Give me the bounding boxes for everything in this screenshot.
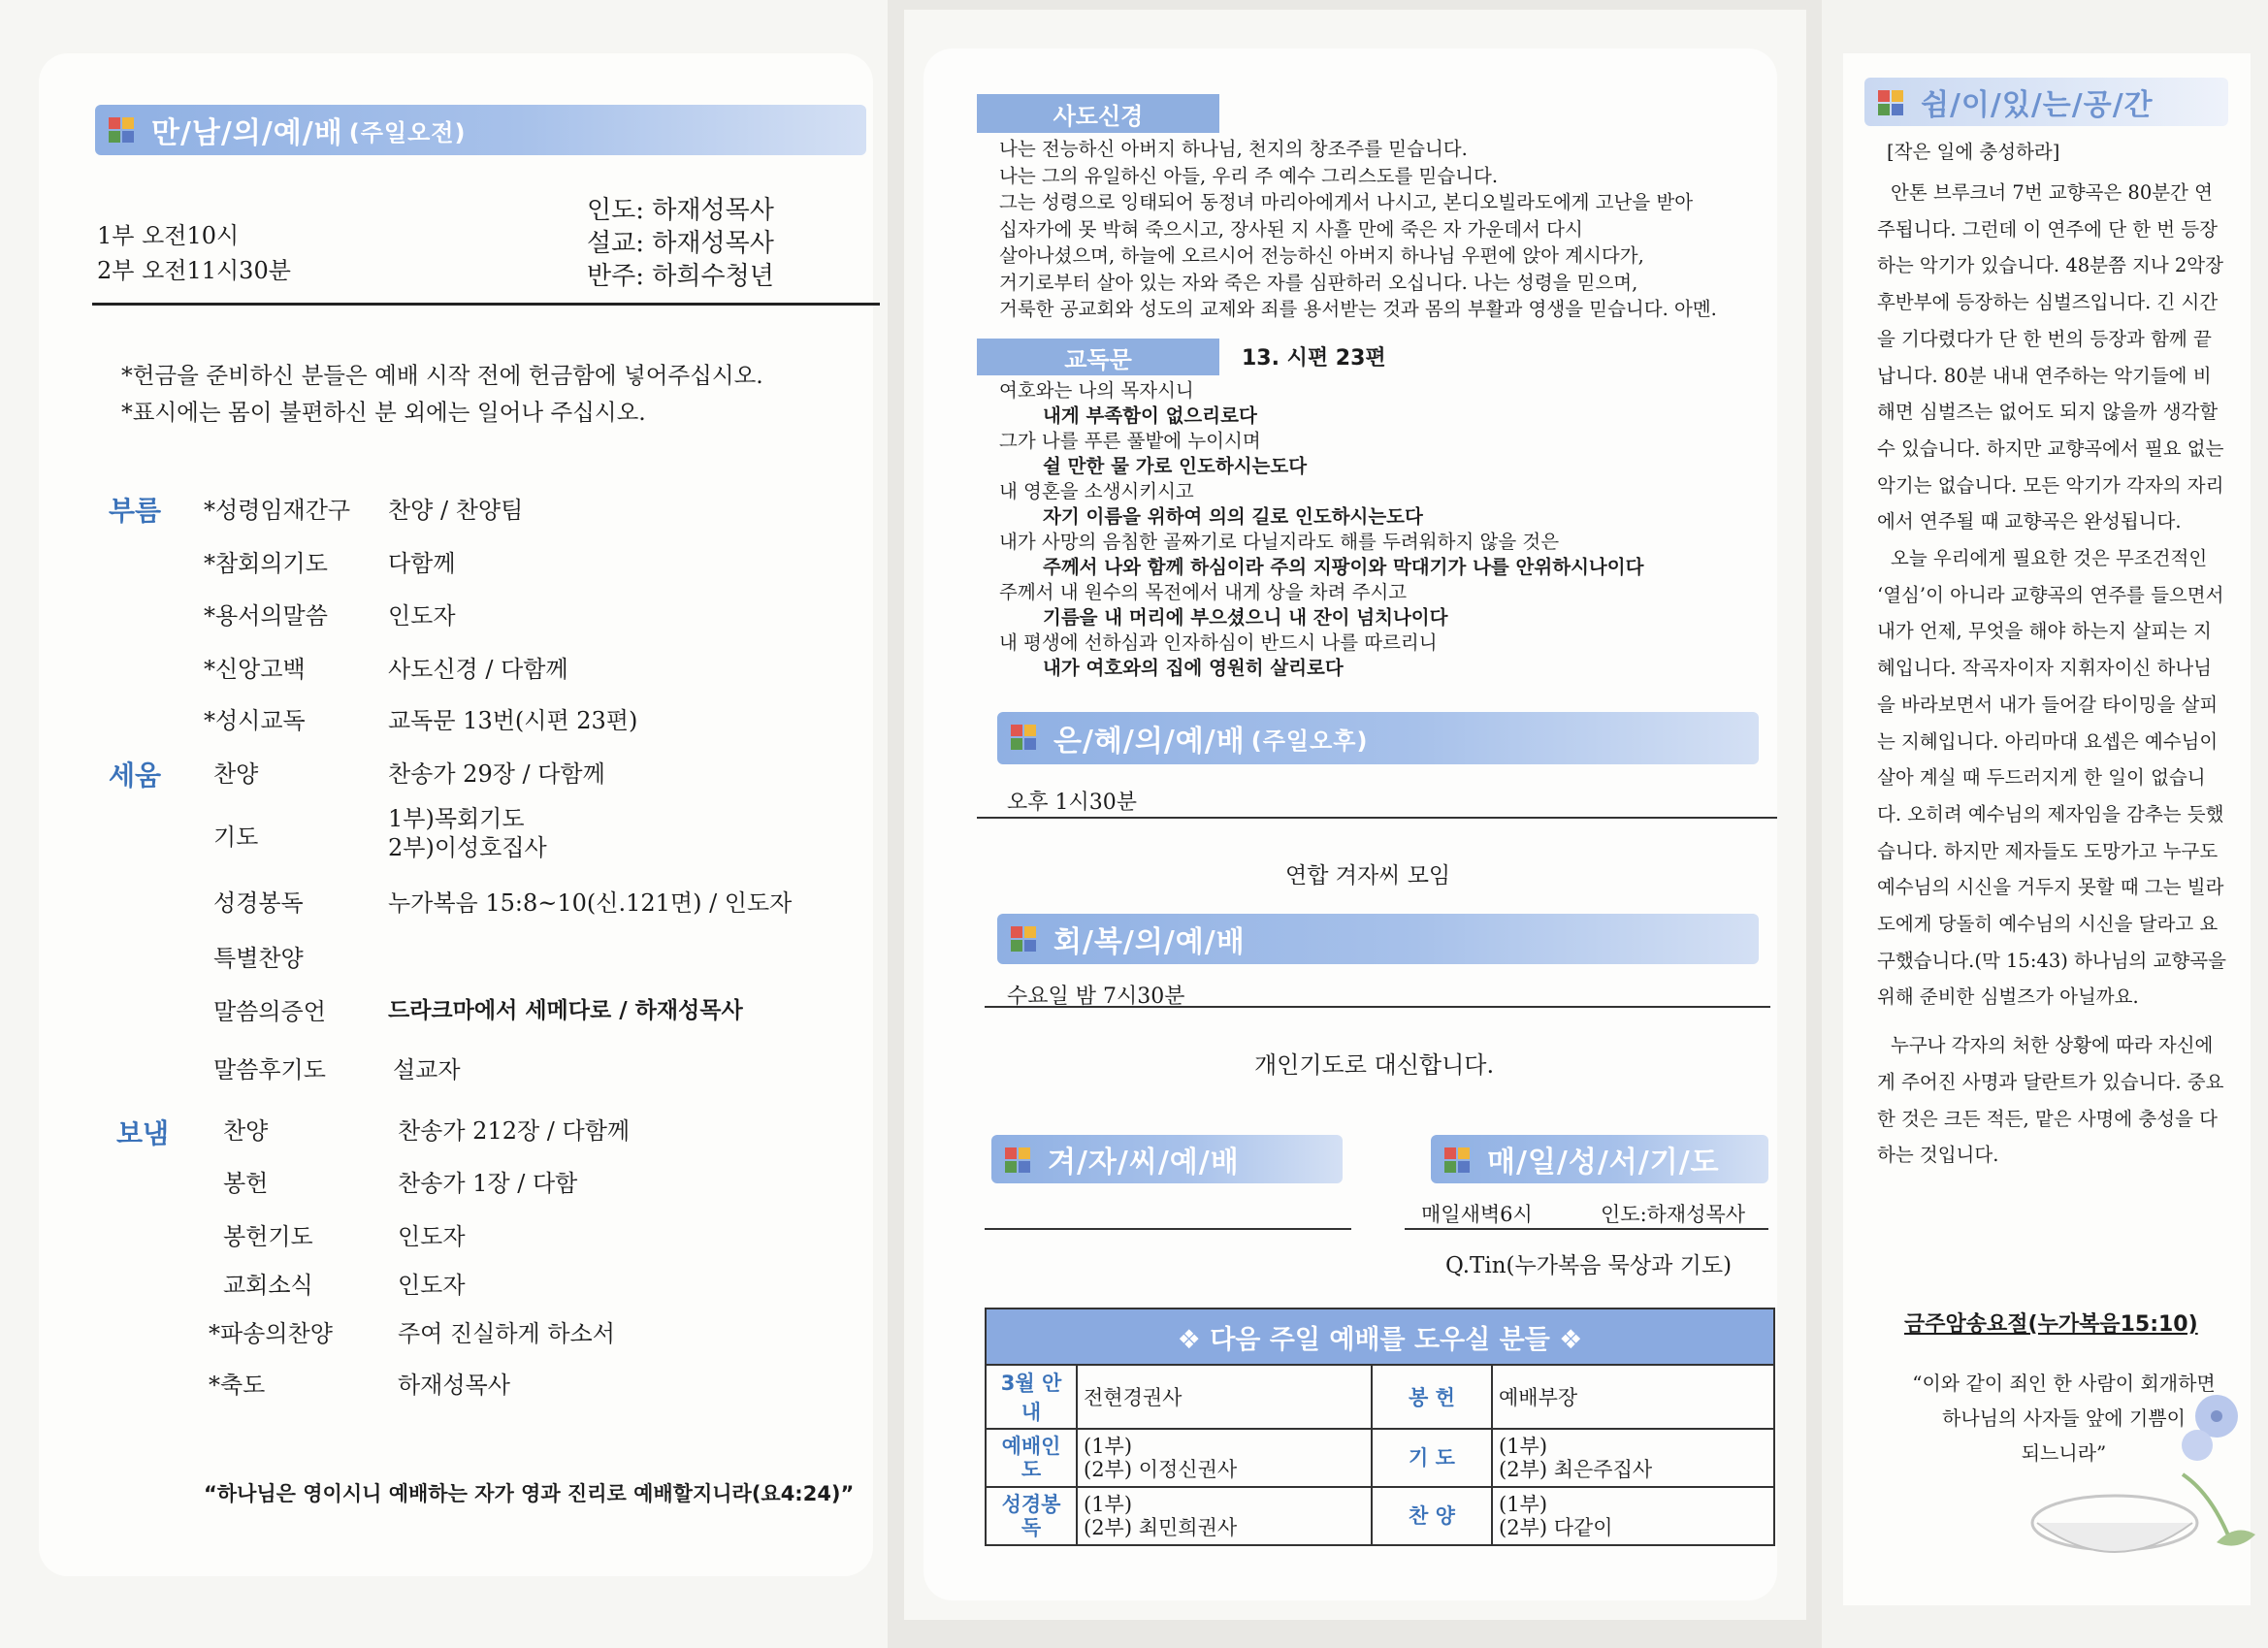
- role-preacher: 설교: 하재성목사: [587, 229, 774, 258]
- service-roles: [587, 194, 774, 293]
- church-logo-icon: [1444, 1147, 1470, 1173]
- psalm-line: 기름을 내 머리에 부으셨으니 내 잔이 넘치나이다: [1043, 606, 1448, 629]
- divider: [1405, 1228, 1768, 1230]
- creed-line: 나는 그의 유일하신 아들, 우리 주 예수 그리스도를 믿습니다.: [999, 164, 1499, 187]
- joint-meeting: 연합 겨자씨 모임: [1285, 863, 1451, 889]
- role-accompanist: 반주: 하희수청년: [587, 262, 774, 291]
- banner-daily-prayer: [1431, 1135, 1768, 1183]
- service-time: 1부 오전10시: [97, 222, 240, 249]
- creed-line: 거기로부터 살아 있는 자와 죽은 자를 심판하러 오십니다. 나는 성령을 믿으며,: [999, 271, 1638, 294]
- qtin-note: Q.Tin(누가복음 묵상과 기도): [1445, 1253, 1733, 1278]
- banner-title: 만/남/의/예/배: [151, 116, 343, 150]
- essay-paragraph: 오늘 우리에게 필요한 것은 무조건적인 ‘열심’이 아니라 교향곡의 연주를 들으면서 내가 언제, 무엇을 해야 하는지 살피는 지혜입니다. 작곡자이자 지휘자이신 하나님을 바라보면서 내가 들어갈 타이밍을 살피는 지혜입니다. 아리마대 요셉은 예수님이 살아 계실 때 두드러지게 한 일이 없습니다. 오히려 예수님의 제자임을 감추는 듯했습니다. 하지만 제자들도 도망가고 누구도 예수님의 시신을 거두지 못할 때 그는 빌라도에게 당돌히 예수님의 시신을 달라고 요구했습니다.(막 15:43) 하나님의 교향곡을 위해 준비한 심벌즈가 아닐까요.: [1877, 547, 2226, 1009]
- section-calling: 부름: [109, 495, 162, 527]
- psalm-line: 그가 나를 푸른 풀밭에 누이시며: [999, 430, 1261, 452]
- essay-body: [1877, 175, 2226, 1174]
- psalm-line: 주께서 나와 함께 하심이라 주의 지팡이와 막대기가 나를 안위하시나이다: [1043, 556, 1644, 578]
- creed-line: 거룩한 공교회와 성도의 교제와 죄를 용서받는 것과 몸의 부활과 영생을 믿습니다. 아멘.: [999, 298, 1717, 320]
- psalm-line: 주께서 내 원수의 목전에서 내게 상을 차려 주시고: [999, 581, 1408, 603]
- banner-subtitle: (주일오전): [348, 118, 467, 146]
- essay-paragraph: 안톤 브루크너 7번 교향곡은 80분간 연주됩니다. 그런데 이 연주에 단 한 번 등장하는 악기가 있습니다. 48분쯤 지나 2악장 후반부에 등장하는 심벌즈입니다. 긴 시간을 기다렸다가 단 한 번의 등장과 함께 끝납니다. 80분 내내 연주하는 악기들에 비해면 심벌즈는 없어도 되지 않을까 생각할 수 있습니다. 하지만 교향곡에서 필요 없는 악기는 없습니다. 모든 악기가 각자의 자리에서 연주될 때 교향곡은 완성됩니다.: [1877, 181, 2224, 533]
- banner-title: 매/일/성/서/기/도: [1487, 1146, 1720, 1179]
- daily-time: 매일새벽6시: [1421, 1203, 1533, 1226]
- church-logo-icon: [1011, 725, 1036, 750]
- psalm-line: 여호와는 나의 목자시니: [999, 379, 1194, 402]
- church-logo-icon: [1011, 926, 1036, 952]
- service-time: 2부 오전11시30분: [97, 257, 291, 284]
- banner-title: 회/복/의/예/배: [1053, 925, 1246, 959]
- notice: *헌금을 준비하신 분들은 예배 시작 전에 헌금함에 넣어주십시오.: [121, 362, 763, 389]
- divider: [985, 1228, 1351, 1230]
- memory-verse: “이와 같이 죄인 한 사람이 회개하면 하나님의 사자들 앞에 기쁨이 되느니라”: [1912, 1372, 2216, 1465]
- divider: [92, 303, 880, 306]
- tab-apostles-creed: 사도신경: [977, 94, 1219, 133]
- psalm-line: 내게 부족함이 없으리로다: [1043, 404, 1257, 427]
- banner-title: 은/혜/의/예/배: [1053, 725, 1246, 759]
- psalm-line: 내 평생에 선하심과 인자하심이 반드시 나를 따르리니: [999, 631, 1438, 654]
- psalm-line: 내 영혼을 소생시키시고: [999, 480, 1194, 502]
- creed-line: 나는 전능하신 아버지 하나님, 천지의 창조주를 믿습니다.: [999, 138, 1468, 160]
- notice: *표시에는 몸이 불편하신 분 외에는 일어나 주십시오.: [121, 399, 646, 426]
- banner-subtitle: (주일오후): [1250, 727, 1369, 755]
- banner-mustard-seed-service: [991, 1135, 1343, 1183]
- section-building: 세움: [109, 759, 162, 792]
- section-sending: 보냄: [116, 1117, 170, 1149]
- church-logo-icon: [109, 117, 134, 143]
- helpers-table: [985, 1308, 1775, 1546]
- banner-title: 쉼/이/있/는/공/간: [1921, 88, 2154, 122]
- banner-title: 겨/자/씨/예/배: [1048, 1146, 1240, 1179]
- role-leader: 인도: 하재성목사: [587, 196, 774, 225]
- church-logo-icon: [1878, 90, 1903, 115]
- psalm-23: [999, 378, 1643, 681]
- psalm-line: 내가 여호와의 집에 영원히 살리로다: [1043, 657, 1344, 679]
- notices: [121, 357, 763, 431]
- footer-verse: “하나님은 영이시니 예배하는 자가 영과 진리로 예배할지니라(요4:24)”: [204, 1482, 855, 1505]
- reading-title: 13. 시편 23편: [1242, 346, 1386, 371]
- banner-recovery-service: [997, 914, 1759, 964]
- table-row: 예배인도 (1부) (2부) 이정신권사 기 도 (1부) (2부) 최은주집사: [986, 1429, 1774, 1487]
- memory-verse-title: 금주암송요절(누가복음15:10): [1904, 1312, 2198, 1337]
- daily-leader: 인도:하재성목사: [1601, 1203, 1746, 1226]
- table-row: 성경봉독 (1부) (2부) 최민희권사 찬 양 (1부) (2부) 다같이: [986, 1487, 1774, 1545]
- recovery-note: 개인기도로 대신합니다.: [1254, 1051, 1495, 1079]
- flower-bowl-illustration: [1989, 1377, 2260, 1571]
- service-times: [97, 218, 291, 288]
- psalm-line: 자기 이름을 위하여 의의 길로 인도하시는도다: [1043, 505, 1423, 528]
- essay-paragraph: 누구나 각자의 처한 상황에 따라 자신에게 주어진 사명과 달란트가 있습니다. 중요한 것은 크든 적든, 맡은 사명에 충성을 다하는 것입니다.: [1877, 1034, 2224, 1167]
- banner-morning-service: [95, 105, 866, 155]
- banner-afternoon-service: [997, 712, 1759, 764]
- divider: [977, 817, 1777, 819]
- creed-line: 살아나셨으며, 하늘에 오르시어 전능하신 아버지 하나님 우편에 앉아 계시다가,: [999, 244, 1644, 267]
- table-row: 3월 안내 전현경권사 봉 헌 예배부장: [986, 1365, 1774, 1429]
- psalm-line: 내가 사망의 음침한 골짜기로 다닐지라도 해를 두려워하지 않을 것은: [999, 531, 1560, 553]
- creed-line: 그는 성령으로 잉태되어 동정녀 마리아에게서 나시고, 본디오빌라도에게 고난을 받아: [999, 191, 1694, 213]
- divider: [985, 1006, 1770, 1008]
- creed-line: 십자가에 못 박혀 죽으시고, 장사된 지 사흘 만에 죽은 자 가운데서 다시: [999, 217, 1583, 241]
- tab-responsive-reading: 교독문: [977, 339, 1219, 375]
- apostles-creed: [999, 136, 1775, 323]
- banner-rest-space: [1864, 78, 2228, 126]
- psalm-line: 쉴 만한 물 가로 인도하시는도다: [1043, 455, 1308, 477]
- helpers-title: ❖ 다음 주일 예배를 도우실 분들 ❖: [986, 1309, 1774, 1365]
- afternoon-time: 오후 1시30분: [1007, 791, 1137, 815]
- church-logo-icon: [1005, 1147, 1030, 1173]
- recovery-time: 수요일 밤 7시30분: [1007, 985, 1185, 1009]
- essay-subtitle: [작은 일에 충성하라]: [1887, 141, 2060, 163]
